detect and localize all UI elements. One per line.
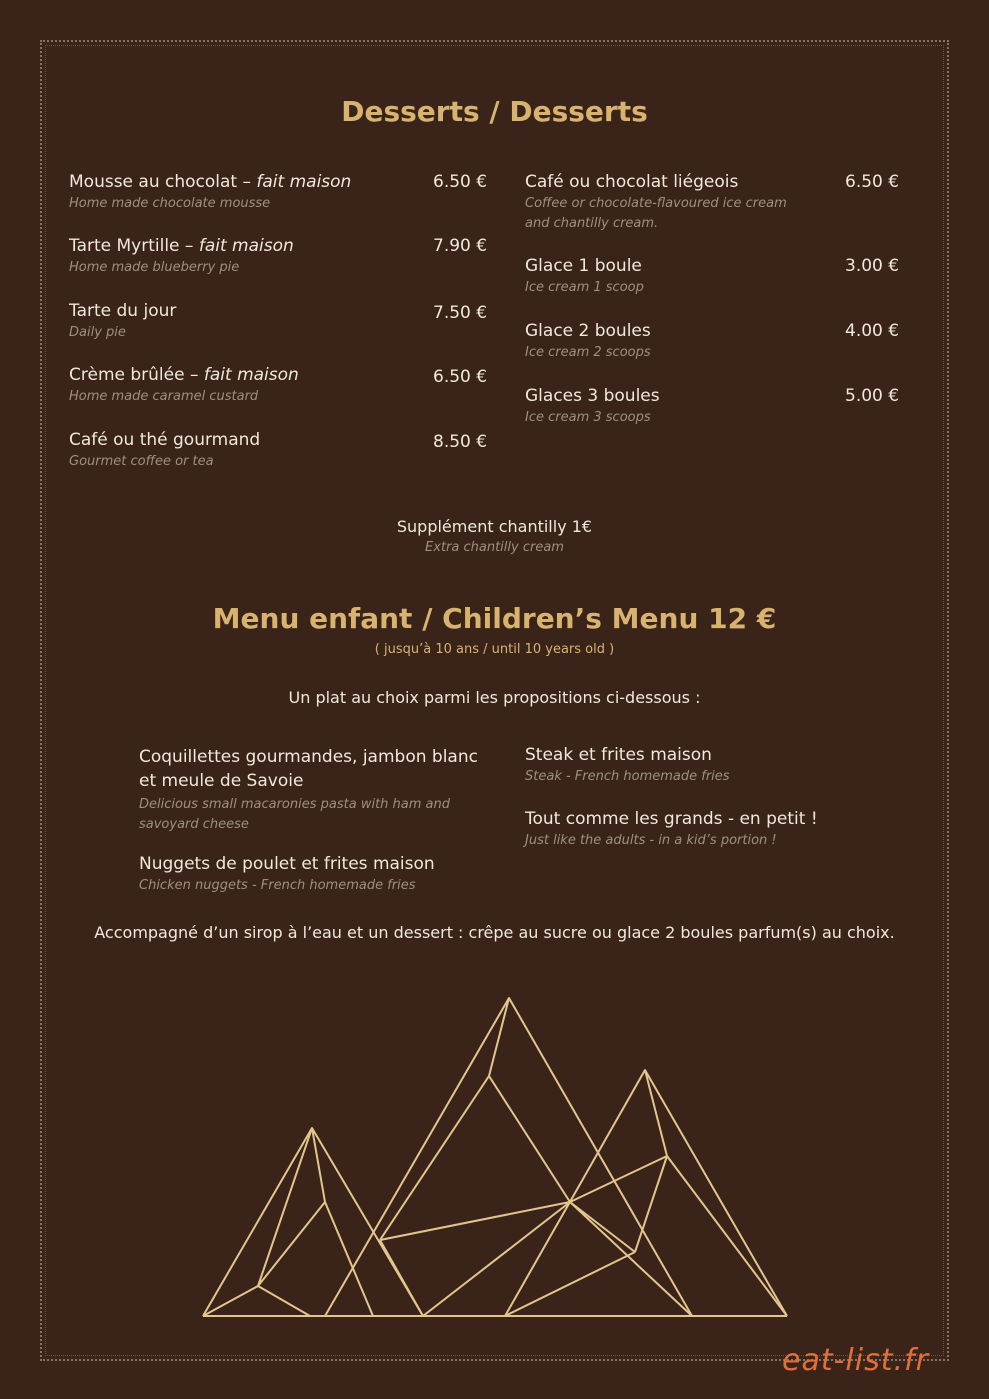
kids-menu-subtitle: ( jusqu’à 10 ans / until 10 years old ) <box>374 642 615 657</box>
dessert-item: Glace 1 boule Ice cream 1 scoop 3.00 € <box>525 256 900 295</box>
supplement-desc: Extra chantilly cream <box>425 540 564 555</box>
price: 3.00 € <box>845 256 900 276</box>
price: 4.00 € <box>845 321 900 341</box>
kids-menu-intro: Un plat au choix parmi les propositions ci-dessous : <box>288 688 701 707</box>
mountains-illustration <box>195 990 795 1320</box>
dessert-item: Café ou chocolat liégeois Coffee or chocolate-flavoured ice cream and chantilly cream. 6.50 € <box>525 172 900 231</box>
price: 6.50 € <box>433 172 488 192</box>
price: 6.50 € <box>845 172 900 192</box>
kids-item: Coquillettes gourmandes, jambon blanc et meule de Savoie Delicious small macaronies pasta with ham and savoyard cheese <box>139 747 478 832</box>
dessert-item: Tarte Myrtille – fait maison Home made blueberry pie 7.90 € <box>69 236 488 275</box>
price: 7.90 € <box>433 236 488 256</box>
dessert-item: Glaces 3 boules Ice cream 3 scoops 5.00 € <box>525 386 900 425</box>
kids-item: Steak et frites maison Steak - French homemade fries <box>525 745 730 784</box>
price: 8.50 € <box>433 432 488 452</box>
kids-item: Nuggets de poulet et frites maison Chicken nuggets - French homemade fries <box>139 854 435 893</box>
kids-item: Tout comme les grands - en petit ! Just like the adults - in a kid’s portion ! <box>525 809 818 848</box>
kids-menu-title: Menu enfant / Children’s Menu 12 € <box>212 602 777 635</box>
price: 6.50 € <box>433 367 488 387</box>
dessert-item: Café ou thé gourmand Gourmet coffee or tea 8.50 € <box>69 430 488 469</box>
watermark: eat-list.fr <box>782 1343 929 1378</box>
kids-menu-footer: Accompagné d’un sirop à l’eau et un dessert : crêpe au sucre ou glace 2 boules parfum(s) au choix. <box>94 923 895 942</box>
dessert-item: Mousse au chocolat – fait maison Home made chocolate mousse 6.50 € <box>69 172 488 211</box>
desserts-title: Desserts / Desserts <box>341 95 648 128</box>
price: 5.00 € <box>845 386 900 406</box>
price: 7.50 € <box>433 303 488 323</box>
dessert-item: Tarte du jour Daily pie 7.50 € <box>69 301 488 340</box>
supplement: Supplément chantilly 1€ <box>396 517 593 536</box>
dessert-item: Crème brûlée – fait maison Home made caramel custard 6.50 € <box>69 365 488 404</box>
dessert-item: Glace 2 boules Ice cream 2 scoops 4.00 € <box>525 321 900 360</box>
